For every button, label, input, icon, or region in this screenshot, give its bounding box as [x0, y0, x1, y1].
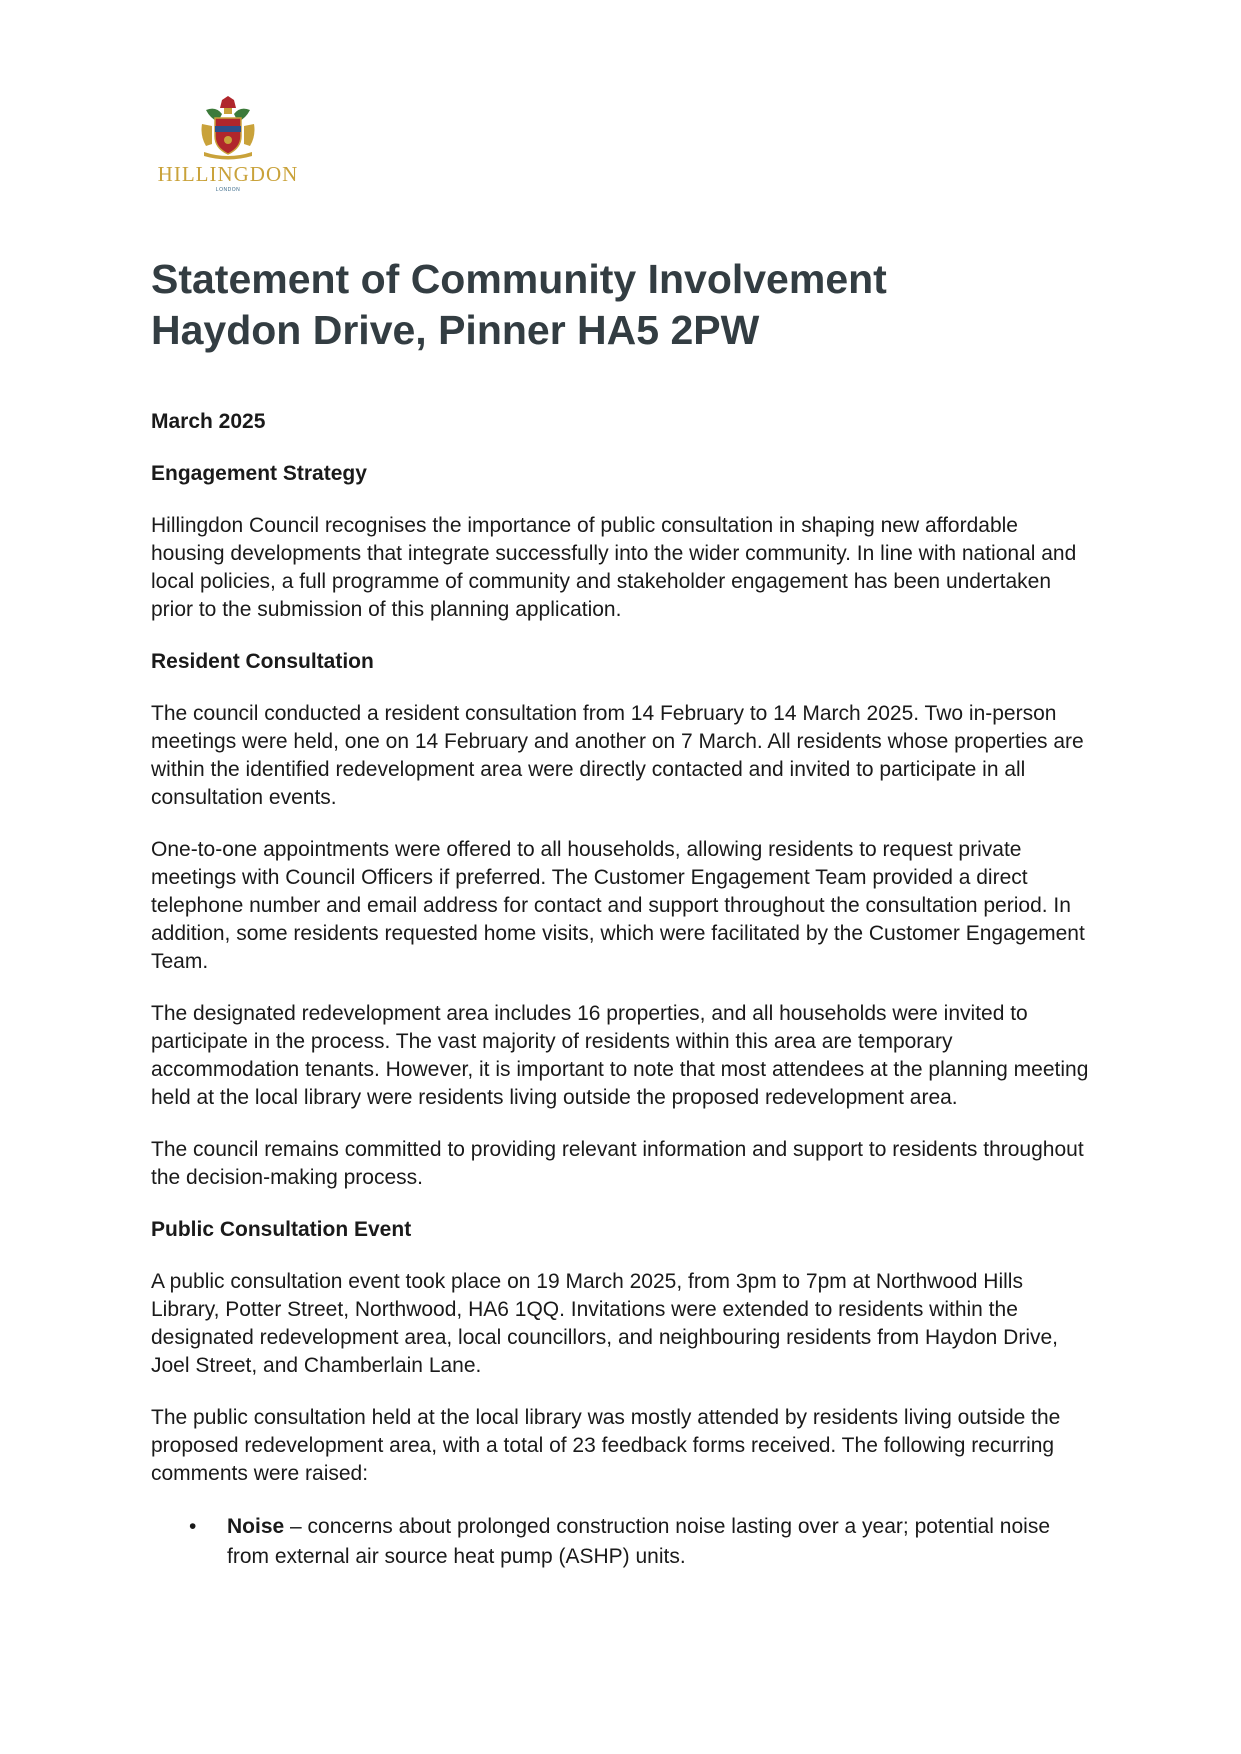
title-line-1: Statement of Community Involvement: [151, 256, 887, 302]
list-item: [151, 1512, 1091, 1572]
section-heading-public: Public Consultation Event: [151, 1218, 412, 1241]
title-line-2: Haydon Drive, Pinner HA5 2PW: [151, 307, 760, 353]
comments-list: [151, 1512, 1091, 1572]
paragraph: The council conducted a resident consultation from 14 February to 14 March 2025. Two in-person meetings were held, one on 14 February and another on 7 March. All residents whose properties are within the identified redevelopment area were directly contacted and invited to participate in all consultation events.: [151, 702, 1084, 809]
logo-subtitle: LONDON: [215, 187, 241, 193]
paragraph: A public consultation event took place on 19 March 2025, from 3pm to 7pm at Northwood Hills Library, Potter Street, Northwood, HA6 1QQ. Invitations were extended to residents within the designated redevelopment area, local councillors, and neighbouring residents from Haydon Drive, Joel Street, and Chamberlain Lane.: [151, 1270, 1059, 1377]
logo-wordmark: HILLINGDON: [157, 162, 299, 186]
document-date: March 2025: [151, 410, 266, 433]
paragraph: The council remains committed to providing relevant information and support to residents throughout the decision-making process.: [151, 1138, 1084, 1189]
council-logo: [148, 96, 308, 192]
bullet-icon: •: [189, 1515, 197, 1538]
document-body: [151, 254, 1091, 1572]
bullet-text: – concerns about prolonged construction noise lasting over a year; potential noise from external air source heat pump (ASHP) units.: [227, 1515, 1051, 1568]
paragraph: One-to-one appointments were offered to all households, allowing residents to request private meetings with Council Officers if preferred. The Customer Engagement Team provided a direct telephone number and email address for contact and support throughout the consultation period. In addition, some residents requested home visits, which were facilitated by the Customer Engagement Team.: [151, 838, 1085, 973]
paragraph: Hillingdon Council recognises the importance of public consultation in shaping new affordable housing developments that integrate successfully into the wider community. In line with national and local policies, a full programme of community and stakeholder engagement has been undertaken prior to the submission of this planning application.: [151, 514, 1077, 621]
section-heading-engagement: Engagement Strategy: [151, 462, 367, 485]
coat-of-arms-icon: [198, 96, 258, 160]
section-heading-resident: Resident Consultation: [151, 650, 374, 673]
paragraph: The designated redevelopment area includes 16 properties, and all households were invited to participate in the process. The vast majority of residents within this area are temporary accommodation tenants. However, it is important to note that most attendees at the planning meeting held at the local library were residents living outside the proposed redevelopment area.: [151, 1002, 1089, 1109]
paragraph: The public consultation held at the local library was mostly attended by residents living outside the proposed redevelopment area, with a total of 23 feedback forms received. The following recurring comments were raised:: [151, 1406, 1061, 1485]
document-title: [151, 254, 1091, 356]
bullet-term: Noise: [227, 1515, 285, 1538]
